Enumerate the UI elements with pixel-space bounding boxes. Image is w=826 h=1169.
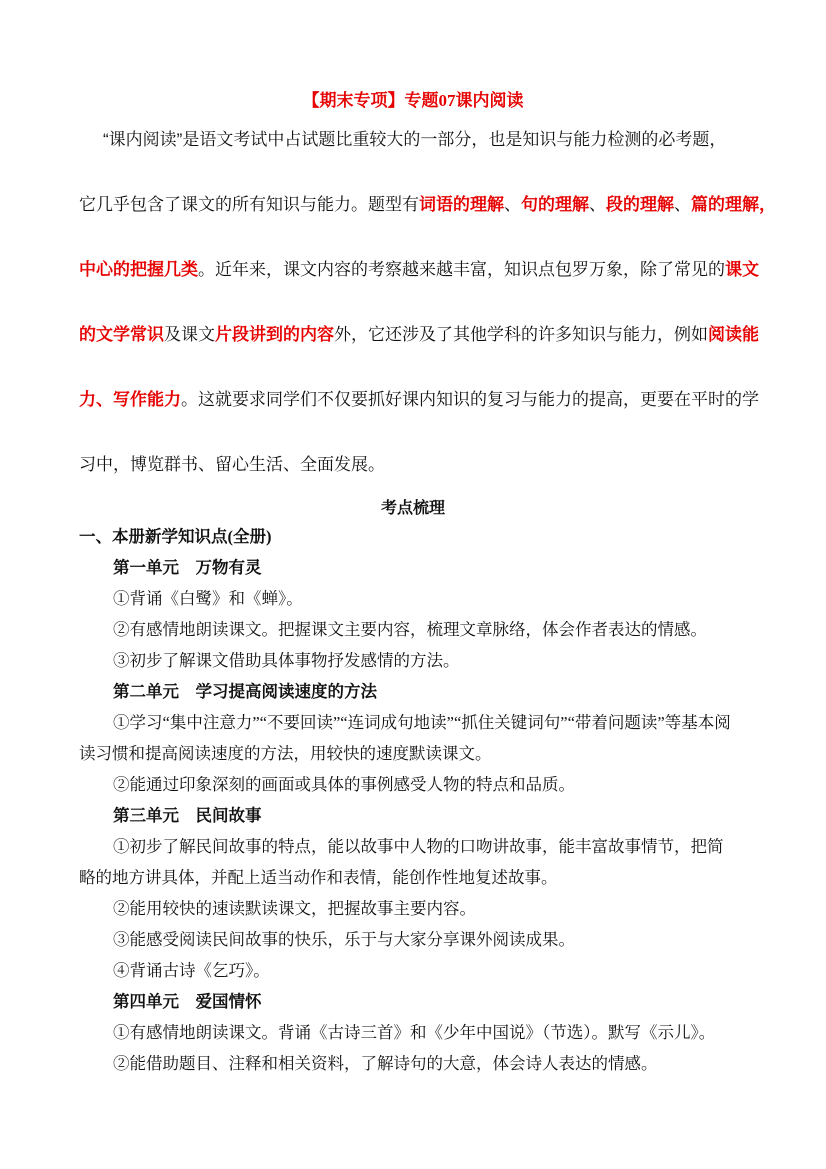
unit-heading: 第三单元 民间故事 <box>113 806 262 825</box>
intro-line <box>79 125 779 190</box>
list-item: 略的地方讲具体，并配上适当动作和表情，能创作性地复述故事。 <box>79 868 558 887</box>
list-item: ③能感受阅读民间故事的快乐，乐于与大家分享课外阅读成果。 <box>113 930 575 949</box>
intro-line <box>79 255 779 320</box>
document-title: 【期末专项】专题07课内阅读 <box>302 91 524 110</box>
text-segment: 。这就要求同学们不仅要抓好课内知识的复习与能力的提高，更要在平时的学 <box>181 390 759 409</box>
highlight-text: 中心的把握几类 <box>79 260 198 279</box>
intro-line <box>79 385 779 450</box>
text-segment: 外，它还涉及了其他学科的许多知识与能力，例如 <box>334 325 708 344</box>
knowledge-points <box>79 523 759 1081</box>
list-item: ①学习“集中注意力”“不要回读”“连词成句地读”“抓住关键词句”“带着问题读”等基本阅 <box>113 713 731 732</box>
highlight-text: 段的理解 <box>606 195 674 214</box>
list-item: ②能用较快的速读默读课文，把握故事主要内容。 <box>113 899 476 918</box>
section-heading: 一、本册新学知识点(全册) <box>79 527 272 546</box>
list-item: ②能通过印象深刻的画面或具体的事例感受人物的特点和品质。 <box>113 775 575 794</box>
unit-heading: 第二单元 学习提高阅读速度的方法 <box>113 682 377 701</box>
list-item: ①有感情地朗读课文。背诵《古诗三首》和《少年中国说》（节选）。默写《示儿》。 <box>113 1023 716 1042</box>
text-segment: 习中，博览群书、留心生活、全面发展。 <box>79 455 385 474</box>
text-segment: 、 <box>504 195 521 214</box>
highlight-text: 句的理解 <box>521 195 589 214</box>
highlight-text: 篇的理解， <box>691 195 776 214</box>
list-item: ④背诵古诗《乞巧》。 <box>113 961 270 980</box>
list-item: ①背诵《白鹭》和《蝉》。 <box>113 589 303 608</box>
list-item: ③初步了解课文借助具体事物抒发感情的方法。 <box>113 651 460 670</box>
unit-heading: 第一单元 万物有灵 <box>113 558 262 577</box>
text-segment: 、 <box>589 195 606 214</box>
text-segment: 及课文 <box>164 325 215 344</box>
unit-heading: 第四单元 爱国情怀 <box>113 992 262 1011</box>
section-title: 考点梳理 <box>380 500 445 517</box>
intro-line <box>79 190 779 255</box>
text-segment: 。近年来，课文内容的考察越来越丰富，知识点包罗万象，除了常见的 <box>198 260 725 279</box>
list-item: ②有感情地朗读课文。把握课文主要内容，梳理文章脉络，体会作者表达的情感。 <box>113 620 707 639</box>
text-segment: 、 <box>674 195 691 214</box>
highlight-text: 词语的理解 <box>419 195 504 214</box>
text-segment: “课内阅读”是语文考试中占试题比重较大的一部分，也是知识与能力检测的必考题， <box>103 130 727 149</box>
list-item: ①初步了解民间故事的特点，能以故事中人物的口吻讲故事，能丰富故事情节，把简 <box>113 837 724 856</box>
highlight-text: 的文学常识 <box>79 325 164 344</box>
text-segment: 它几乎包含了课文的所有知识与能力。题型有 <box>79 195 419 214</box>
intro-line <box>79 320 779 385</box>
list-item: ②能借助题目、注释和相关资料，了解诗句的大意，体会诗人表达的情感。 <box>113 1054 658 1073</box>
list-item: 读习惯和提高阅读速度的方法，用较快的速度默读课文。 <box>79 744 492 763</box>
highlight-text: 课文 <box>725 260 759 279</box>
highlight-text: 片段讲到的内容 <box>215 325 334 344</box>
intro-paragraph <box>79 125 779 515</box>
highlight-text: 力、写作能力 <box>79 390 181 409</box>
highlight-text: 阅读能 <box>708 325 759 344</box>
